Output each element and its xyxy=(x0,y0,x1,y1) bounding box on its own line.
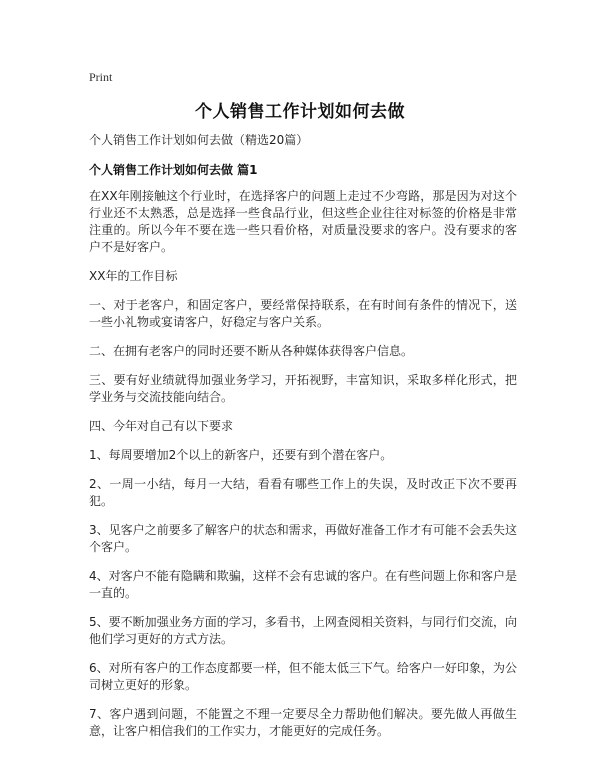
paragraph-point-2: 二、在拥有老客户的同时还要不断从各种媒体获得客户信息。 xyxy=(89,344,414,358)
paragraph-goals-heading: XX年的工作目标 xyxy=(89,269,178,283)
list-item-2: 2、一周一小结，每月一大结，看看有哪些工作上的失误，及时改正下次不要再犯。 xyxy=(89,477,517,508)
document-body xyxy=(89,131,517,752)
paragraph-intro: 在XX年刚接触这个行业时，在选择客户的问题上走过不少弯路，那是因为对这个行业还不太熟悉，总是选择一些食品行业，但这些企业往往对标签的价格是非常注重的。所以今年不要在选一些只看价格，对质量没要求的客户。没有要求的客户不是好客户。 xyxy=(89,189,517,254)
document-subtitle: 个人销售工作计划如何去做（精选20篇） xyxy=(89,133,309,147)
page-title: 个人销售工作计划如何去做 xyxy=(195,102,405,122)
paragraph-point-4: 四、今年对自己有以下要求 xyxy=(89,419,234,433)
paragraph-point-1: 一、对于老客户，和固定客户，要经常保持联系，在有时间有条件的情况下，送一些小礼物或宴请客户，好稳定与客户关系。 xyxy=(89,298,517,329)
list-item-4: 4、对客户不能有隐瞒和欺骗，这样不会有忠诚的客户。在有些问题上你和客户是一直的。 xyxy=(89,569,517,600)
list-item-3: 3、见客户之前要多了解客户的状态和需求，再做好准备工作才有可能不会丢失这个客户。 xyxy=(89,523,517,554)
print-label: Print xyxy=(89,70,113,84)
list-item-1: 1、每周要增加2个以上的新客户，还要有到个潜在客户。 xyxy=(89,448,393,462)
list-item-7: 7、客户遇到问题，不能置之不理一定要尽全力帮助他们解决。要先做人再做生意，让客户相信我们的工作实力，才能更好的完成任务。 xyxy=(89,707,517,738)
paragraph-point-3: 三、要有好业绩就得加强业务学习，开拓视野，丰富知识，采取多样化形式，把学业务与交流技能向结合。 xyxy=(89,373,517,404)
list-item-5: 5、要不断加强业务方面的学习，多看书，上网查阅相关资料，与同行们交流，向他们学习更好的方式方法。 xyxy=(89,615,517,646)
list-item-6: 6、对所有客户的工作态度都要一样，但不能太低三下气。给客户一好印象，为公司树立更好的形象。 xyxy=(89,661,517,692)
section-heading: 个人销售工作计划如何去做 篇1 xyxy=(89,163,258,177)
